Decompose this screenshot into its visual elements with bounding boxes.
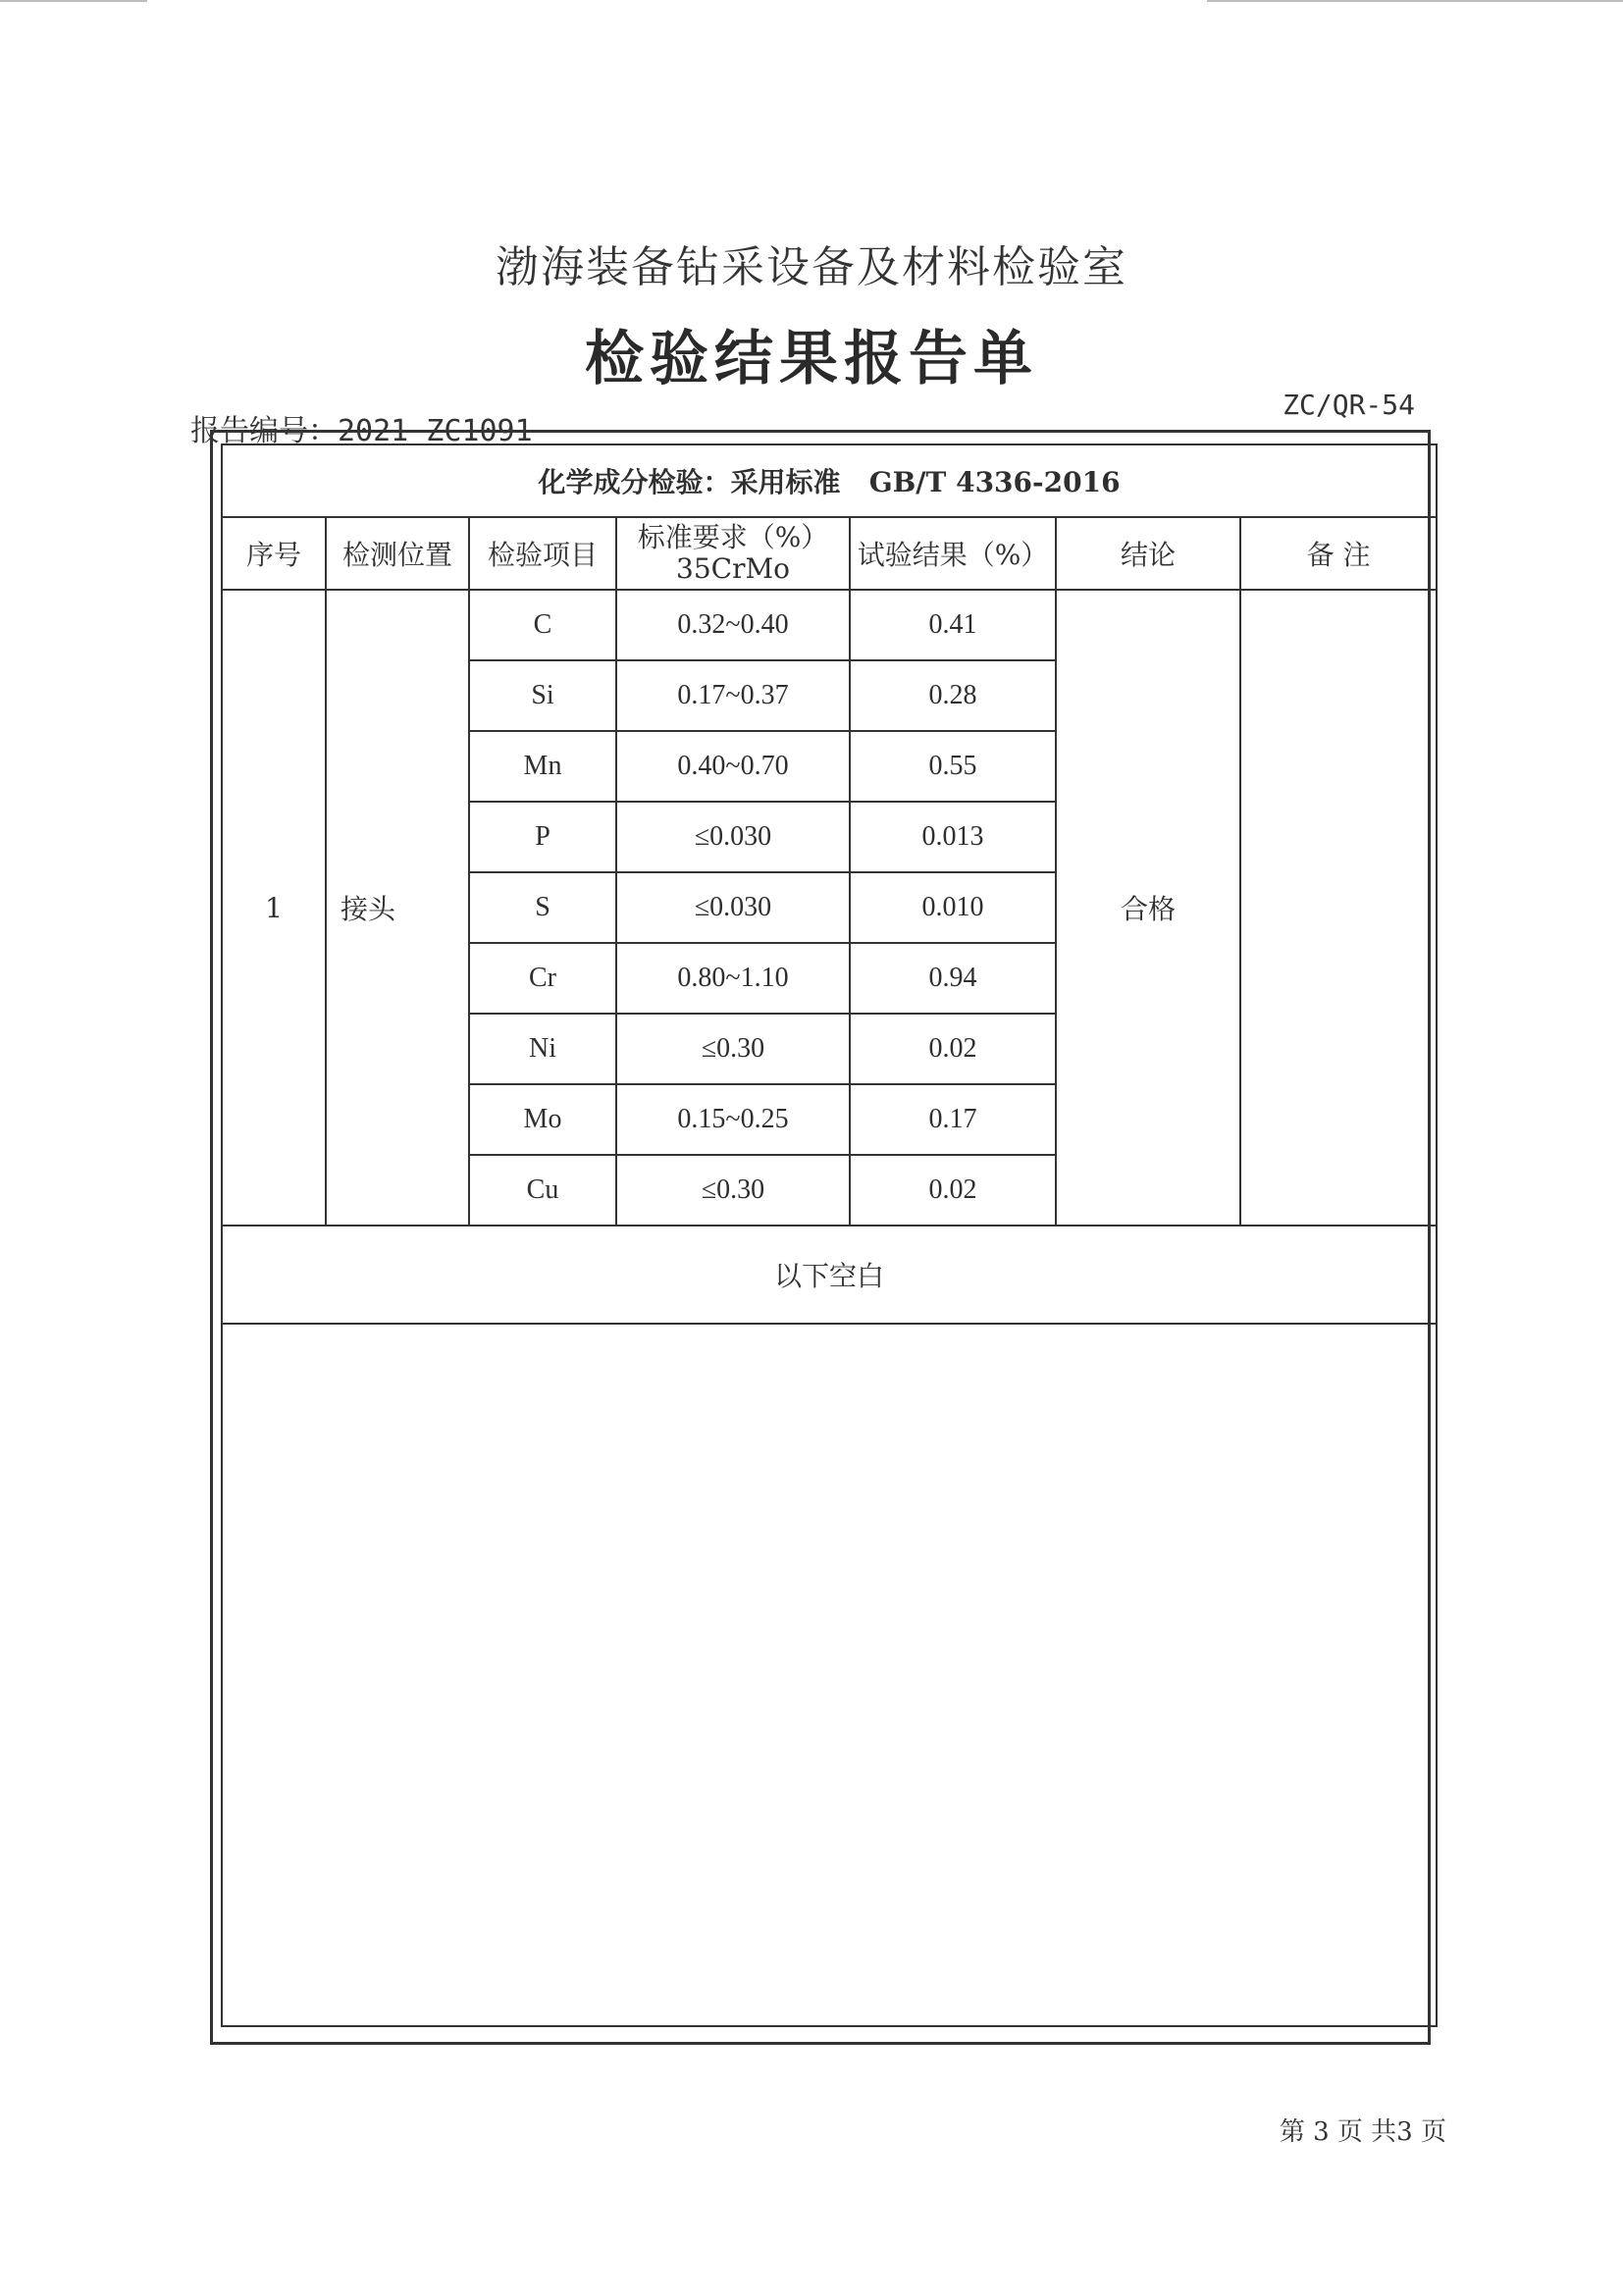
method-row <box>222 444 1437 517</box>
item-cell: P <box>469 802 616 872</box>
item-cell: Si <box>469 660 616 731</box>
table-row <box>222 590 1437 660</box>
result-cell: 0.41 <box>850 590 1056 660</box>
result-cell: 0.02 <box>850 1155 1056 1226</box>
col-seq-header: 序号 <box>222 517 326 590</box>
result-table <box>221 444 1438 2027</box>
item-cell: C <box>469 590 616 660</box>
item-cell: S <box>469 872 616 943</box>
result-cell: 0.94 <box>850 943 1056 1014</box>
organization-name: 渤海装备钻采设备及材料检验室 <box>496 242 1127 292</box>
col-conclusion-header: 结论 <box>1056 517 1240 590</box>
item-cell: Mn <box>469 731 616 802</box>
col-result-header: 试验结果（%） <box>850 517 1056 590</box>
result-cell: 0.013 <box>850 802 1056 872</box>
sample-seq: 1 <box>222 590 326 1226</box>
requirement-header-line1: 标准要求（%） <box>637 521 829 553</box>
method-label: 化学成分检验：采用标准 <box>538 466 841 498</box>
blank-note-row <box>222 1226 1437 1324</box>
header-row <box>222 517 1437 590</box>
result-cell: 0.02 <box>850 1014 1056 1084</box>
scan-edge-right <box>1207 0 1623 2</box>
item-cell: Cu <box>469 1155 616 1226</box>
item-cell: Cr <box>469 943 616 1014</box>
result-cell: 0.55 <box>850 731 1056 802</box>
result-cell: 0.28 <box>850 660 1056 731</box>
blank-note: 以下空白 <box>222 1226 1437 1324</box>
sample-location: 接头 <box>326 590 469 1226</box>
item-cell: Mo <box>469 1084 616 1155</box>
report-title: 检验结果报告单 <box>585 325 1038 393</box>
requirement-cell: 0.32~0.40 <box>616 590 850 660</box>
scan-edge-left <box>0 0 147 2</box>
report-number-value: 2021 ZC1091 <box>338 414 533 448</box>
remark-cell <box>1240 590 1437 1226</box>
col-remark-header: 备 注 <box>1240 517 1437 590</box>
requirement-cell: 0.15~0.25 <box>616 1084 850 1155</box>
empty-area-row <box>222 1324 1437 2026</box>
form-code: ZC/QR-54 <box>1283 389 1415 421</box>
requirement-cell: ≤0.030 <box>616 802 850 872</box>
requirement-cell: ≤0.30 <box>616 1155 850 1226</box>
requirement-cell: 0.80~1.10 <box>616 943 850 1014</box>
col-location-header: 检测位置 <box>326 517 469 590</box>
empty-area <box>222 1324 1437 2026</box>
method-cell <box>222 444 1437 517</box>
requirement-cell: 0.17~0.37 <box>616 660 850 731</box>
requirement-cell: ≤0.30 <box>616 1014 850 1084</box>
col-item-header: 检验项目 <box>469 517 616 590</box>
requirement-cell: ≤0.030 <box>616 872 850 943</box>
col-requirement-header <box>616 517 850 590</box>
result-cell: 0.17 <box>850 1084 1056 1155</box>
item-cell: Ni <box>469 1014 616 1084</box>
conclusion-cell: 合格 <box>1056 590 1240 1226</box>
result-cell: 0.010 <box>850 872 1056 943</box>
report-number-label: 报告编号： <box>190 414 338 448</box>
requirement-cell: 0.40~0.70 <box>616 731 850 802</box>
page-number: 第 3 页 共3 页 <box>1279 2117 1446 2147</box>
requirement-header-line2: 35CrMo <box>676 552 790 585</box>
method-standard: GB/T 4336-2016 <box>868 466 1121 498</box>
